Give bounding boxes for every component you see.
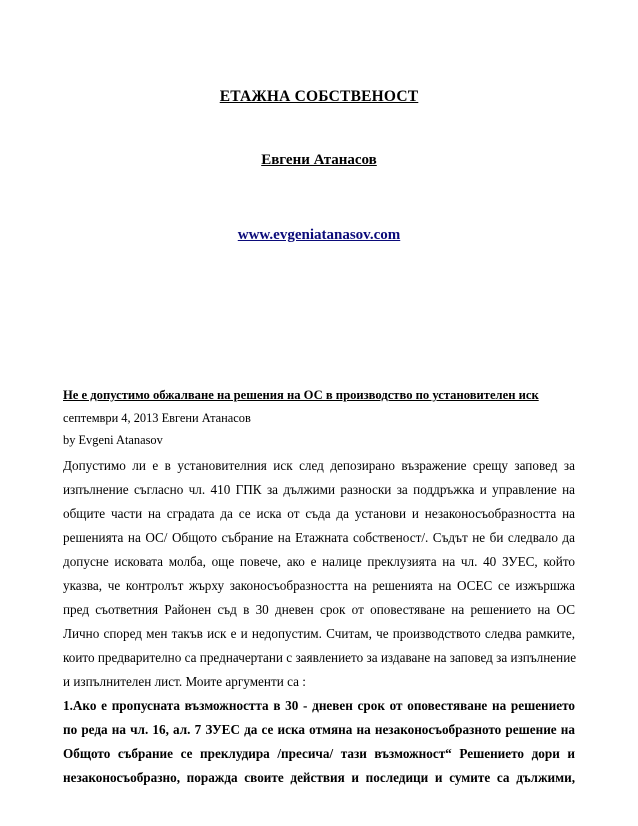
body-line: Допустимо ли е в установителния иск след депозирано възражение срещу заповед за [63, 458, 575, 473]
body-line: които предварително са предначертани с заявлението за издаване на заповед за изпълнение [63, 650, 577, 665]
body-line: пред съответния Районен съд в 30 дневен срок от оповестяване на решението на ОС [63, 602, 575, 617]
body-line: Лично според мен такъв иск е и недопустим. Считам, че производството следва рамките, [63, 626, 575, 641]
body-line: изпълнение съгласно чл. 410 ГПК за дължими разноски за поддръжка и управление на [63, 482, 575, 497]
bold-body-line: незаконосъобразно, поражда своите действия и последици и сумите са дължими, [63, 770, 575, 785]
body-line: и изпълнителен лист. Моите аргументи са : [63, 674, 306, 689]
document-title: ЕТАЖНА СОБСТВЕНОСТ [219, 88, 419, 105]
article-title: Не е допустимо обжалване на решения на ОС в производство по установителен иск [63, 388, 539, 402]
bold-body-line: Общото събрание се преклудира /пресича/ тази възможност“ Решението дори и [63, 746, 575, 761]
body-line: указва, че контролът жърху законосъобразността на решенията на ОСЕС се изжършжа [63, 578, 575, 593]
bold-body-line: по реда на чл. 16, ал. 7 ЗУЕС да се иска отмяна на незаконосъобразното решение на [63, 722, 575, 737]
website-link[interactable]: www.evgeniatanasov.com [237, 227, 401, 243]
author-name: Евгени Атанасов [261, 152, 377, 168]
body-line: общите части на сградата да се иска от съда да установи и незаконосъобразността на [63, 506, 575, 521]
bold-body-line: 1.Ако е пропусната възможността в 30 - дневен срок от оповестяване на решението [63, 698, 575, 713]
article-byline: by Evgeni Atanasov [63, 433, 163, 447]
body-line: решенията на ОС/ Общото събрание на Етажната собственост/. Съдът не би следвало да [63, 530, 575, 545]
article-meta: септември 4, 2013 Евгени Атанасов [63, 411, 251, 425]
body-line: допусне исковата молба, още повече, ако е налице преклузията на чл. 40 ЗУЕС, който [63, 554, 575, 569]
